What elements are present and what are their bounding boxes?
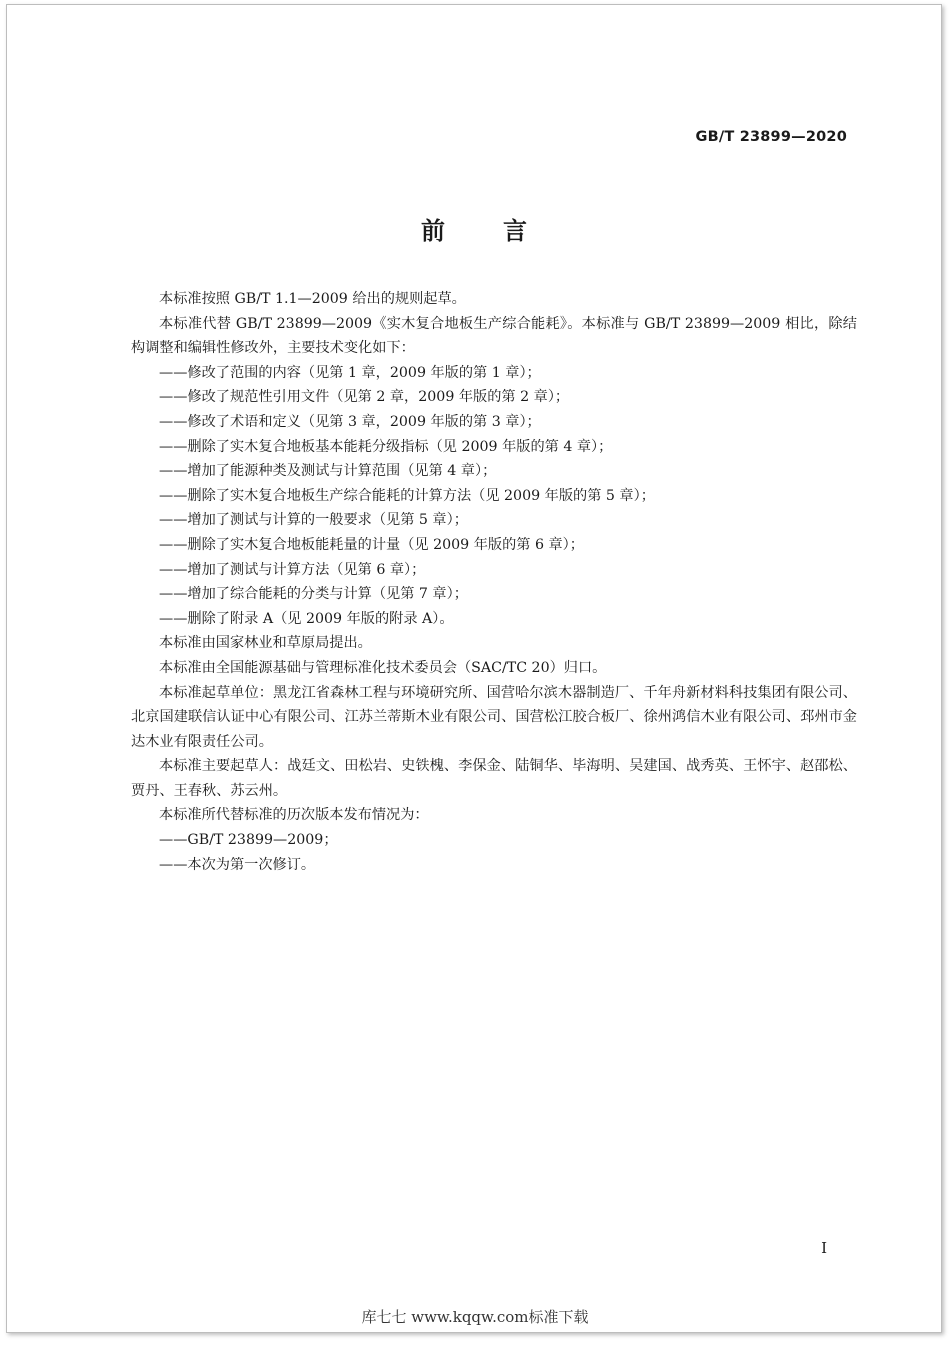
- paragraph: 本标准主要起草人：战廷文、田松岩、史铁槐、李保金、陆铜华、毕海明、吴建国、战秀英、王怀宇、赵邵松、贾丹、王春秋、苏云州。: [131, 758, 857, 799]
- list-item: ——增加了综合能耗的分类与计算（见第 7 章）；: [159, 586, 468, 603]
- standard-code: GB/T 23899—2020: [695, 129, 847, 145]
- list-item: ——增加了测试与计算方法（见第 6 章）；: [159, 561, 426, 578]
- list-item: ——增加了测试与计算的一般要求（见第 5 章）；: [159, 512, 468, 529]
- paragraph: 本标准起草单位：黑龙江省森林工程与环境研究所、国营哈尔滨木器制造厂、千年舟新材料科技集团有限公司、北京国建联信认证中心有限公司、江苏兰蒂斯木业有限公司、国营松江胶合板厂、徐州鸿信木业有限公司、邳州市金达木业有限责任公司。: [131, 684, 857, 750]
- list-item: ——本次为第一次修订。: [159, 856, 316, 873]
- page-title: 前言: [421, 217, 585, 245]
- paragraph: 本标准由国家林业和草原局提出。: [159, 635, 372, 652]
- list-item: ——删除了附录 A（见 2009 年版的附录 A）。: [159, 610, 454, 627]
- list-item: ——修改了术语和定义（见第 3 章，2009 年版的第 3 章）；: [159, 413, 541, 430]
- page-number: I: [821, 1239, 827, 1257]
- list-item: ——修改了范围的内容（见第 1 章，2009 年版的第 1 章）；: [159, 364, 541, 381]
- paragraph: 本标准代替 GB/T 23899—2009《实木复合地板生产综合能耗》。本标准与 GB/T 23899—2009 相比，除结构调整和编辑性修改外，主要技术变化如下：: [131, 315, 857, 357]
- list-item: ——修改了规范性引用文件（见第 2 章，2009 年版的第 2 章）；: [159, 389, 570, 406]
- list-item: ——删除了实木复合地板能耗量的计量（见 2009 年版的第 6 章）；: [159, 536, 584, 553]
- document-body: [131, 287, 857, 877]
- footer-watermark: 库七七 www.kqqw.com标准下载: [361, 1308, 589, 1326]
- list-item: ——删除了实木复合地板基本能耗分级指标（见 2009 年版的第 4 章）；: [159, 438, 613, 455]
- document-page: [6, 4, 942, 1333]
- paragraph: 本标准所代替标准的历次版本发布情况为：: [159, 807, 429, 824]
- paragraph: 本标准由全国能源基础与管理标准化技术委员会（SAC/TC 20）归口。: [159, 659, 607, 676]
- list-item: ——增加了能源种类及测试与计算范围（见第 4 章）；: [159, 463, 497, 480]
- list-item: ——删除了实木复合地板生产综合能耗的计算方法（见 2009 年版的第 5 章）；: [159, 487, 655, 504]
- list-item: ——GB/T 23899—2009；: [159, 832, 338, 849]
- paragraph: 本标准按照 GB/T 1.1—2009 给出的规则起草。: [159, 291, 466, 307]
